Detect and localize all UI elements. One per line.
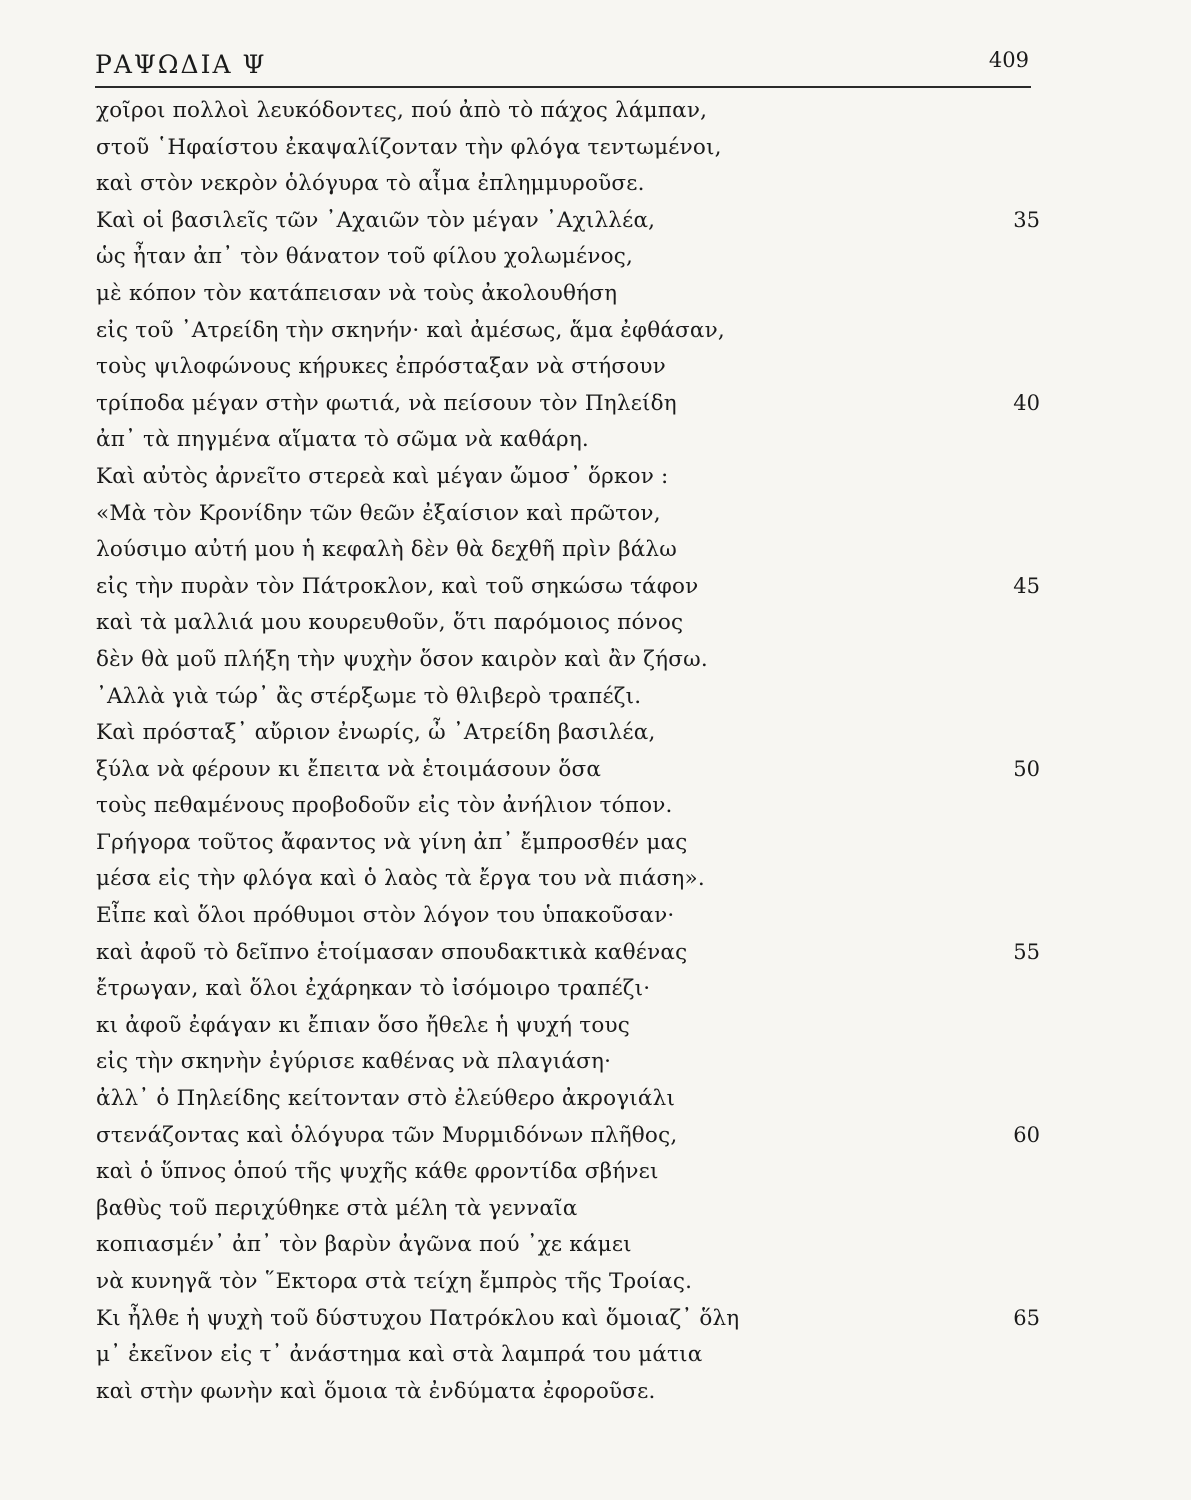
verse-line bbox=[0, 1120, 1191, 1157]
verse-text: ἔτρωγαν, καὶ ὅλοι ἐχάρηκαν τὸ ἰσόμοιρο τραπέζι· bbox=[96, 976, 651, 1002]
running-title: ΡΑΨΩΔΙΑ Ψ bbox=[95, 50, 267, 79]
verse-line bbox=[0, 571, 1191, 608]
verse-line bbox=[0, 827, 1191, 864]
verse-text: Καὶ αὐτὸς ἀρνεῖτο στερεὰ καὶ μέγαν ὤμοσ᾿ ὅρκον : bbox=[96, 463, 669, 489]
verse-text: Καὶ πρόσταξ᾿ αὔριον ἐνωρίς, ὦ ᾿Ατρείδη βασιλέα, bbox=[96, 720, 656, 746]
verse-line bbox=[0, 1303, 1191, 1340]
verse-text: μ᾿ ἐκεῖνον εἰς τ᾿ ἀνάστημα καὶ στὰ λαμπρά του μάτια bbox=[96, 1342, 703, 1368]
verse-line bbox=[0, 1010, 1191, 1047]
verse-text: εἰς τὴν πυρὰν τὸν Πάτροκλον, καὶ τοῦ σηκώσω τάφον bbox=[96, 573, 699, 599]
line-number: 45 bbox=[1013, 573, 1040, 598]
verse-line bbox=[0, 681, 1191, 718]
verse-line bbox=[0, 1046, 1191, 1083]
verse-text: Καὶ οἱ βασιλεῖς τῶν ᾿Αχαιῶν τὸν μέγαν ᾿Αχιλλέα, bbox=[96, 207, 656, 233]
verse-line bbox=[0, 790, 1191, 827]
verse-text: Εἶπε καὶ ὅλοι πρόθυμοι στὸν λόγον του ὑπακοῦσαν· bbox=[96, 903, 675, 929]
verse-line bbox=[0, 863, 1191, 900]
verse-text: δὲν θὰ μοῦ πλήξη τὴν ψυχὴν ὅσον καιρὸν καὶ ἂν ζήσω. bbox=[96, 646, 708, 672]
verse-line bbox=[0, 1339, 1191, 1376]
line-number: 55 bbox=[1013, 939, 1040, 964]
verse-text: ξύλα νὰ φέρουν κι ἔπειτα νὰ ἑτοιμάσουν ὅσα bbox=[96, 756, 602, 782]
verse-text: καὶ ἀφοῦ τὸ δεῖπνο ἑτοίμασαν σπουδακτικὰ καθένας bbox=[96, 939, 688, 965]
line-number: 40 bbox=[1013, 390, 1040, 415]
verse-line bbox=[0, 607, 1191, 644]
verse-line bbox=[0, 1266, 1191, 1303]
verse-line bbox=[0, 424, 1191, 461]
verse-text: «Μὰ τὸν Κρονίδην τῶν θεῶν ἐξαίσιον καὶ πρῶτον, bbox=[96, 500, 661, 526]
verse-line bbox=[0, 1156, 1191, 1193]
verse-line bbox=[0, 1083, 1191, 1120]
verse-line bbox=[0, 351, 1191, 388]
verse-line bbox=[0, 132, 1191, 169]
verse-text: ᾿Αλλὰ γιὰ τώρ᾿ ἂς στέρξωμε τὸ θλιβερὸ τραπέζι. bbox=[96, 683, 642, 709]
verse-text: τοὺς πεθαμένους προβοδοῦν εἰς τὸν ἀνήλιον τόπον. bbox=[96, 793, 673, 819]
line-number: 65 bbox=[1013, 1305, 1040, 1330]
verse-line bbox=[0, 1193, 1191, 1230]
verse-text: εἰς τοῦ ᾿Ατρείδη τὴν σκηνήν· καὶ ἀμέσως, ἅμα ἐφθάσαν, bbox=[96, 317, 725, 343]
verse-list bbox=[0, 95, 1191, 1412]
line-number: 35 bbox=[1013, 207, 1040, 232]
verse-text: βαθὺς τοῦ περιχύθηκε στὰ μέλη τὰ γενναῖα bbox=[96, 1195, 578, 1221]
verse-text: τρίποδα μέγαν στὴν φωτιά, νὰ πείσουν τὸν Πηλείδη bbox=[96, 390, 677, 416]
verse-line bbox=[0, 937, 1191, 974]
verse-line bbox=[0, 644, 1191, 681]
verse-line bbox=[0, 95, 1191, 132]
verse-text: χοῖροι πολλοὶ λευκόδοντες, πού ἀπὸ τὸ πάχος λάμπαν, bbox=[96, 98, 708, 123]
line-number: 50 bbox=[1013, 756, 1040, 781]
verse-text: καὶ στὴν φωνὴν καὶ ὅμοια τὰ ἐνδύματα ἐφοροῦσε. bbox=[96, 1378, 656, 1404]
verse-line bbox=[0, 1376, 1191, 1413]
verse-text: στοῦ ῾Ηφαίστου ἐκαψαλίζονταν τὴν φλόγα τεντωμένοι, bbox=[96, 134, 722, 160]
verse-text: μέσα εἰς τὴν φλόγα καὶ ὁ λαὸς τὰ ἔργα του νὰ πιάση». bbox=[96, 866, 705, 892]
page-number: 409 bbox=[988, 48, 1029, 72]
verse-line bbox=[0, 1229, 1191, 1266]
verse-line bbox=[0, 900, 1191, 937]
verse-text: μὲ κόπον τὸν κατάπεισαν νὰ τοὺς ἀκολουθήση bbox=[96, 280, 618, 306]
verse-text: καὶ τὰ μαλλιά μου κουρευθοῦν, ὅτι παρόμοιος πόνος bbox=[96, 610, 684, 636]
verse-text: κοπιασμέν᾿ ἀπ᾿ τὸν βαρὺν ἀγῶνα πού ᾿χε κάμει bbox=[96, 1232, 632, 1258]
verse-text: στενάζοντας καὶ ὁλόγυρα τῶν Μυρμιδόνων πλῆθος, bbox=[96, 1122, 678, 1148]
verse-line bbox=[0, 534, 1191, 571]
verse-line bbox=[0, 461, 1191, 498]
verse-line bbox=[0, 973, 1191, 1010]
verse-text: τοὺς ψιλοφώνους κήρυκες ἐπρόσταξαν νὰ στήσουν bbox=[96, 354, 666, 380]
verse-line bbox=[0, 717, 1191, 754]
verse-line bbox=[0, 315, 1191, 352]
verse-text: νὰ κυνηγᾶ τὸν ῞Εκτορα στὰ τείχη ἔμπρὸς τῆς Τροίας. bbox=[96, 1269, 693, 1294]
verse-line bbox=[0, 241, 1191, 278]
verse-text: Γρήγορα τοῦτος ἄφαντος νὰ γίνη ἀπ᾿ ἔμπροσθέν μας bbox=[96, 829, 688, 855]
verse-line bbox=[0, 168, 1191, 205]
verse-text: Κι ἦλθε ἡ ψυχὴ τοῦ δύστυχου Πατρόκλου καὶ ὅμοιαζ᾿ ὅλη bbox=[96, 1305, 740, 1331]
verse-line bbox=[0, 205, 1191, 242]
verse-text: λούσιμο αὐτή μου ἡ κεφαλὴ δὲν θὰ δεχθῆ πρὶν βάλω bbox=[96, 537, 677, 563]
verse-text: ἀλλ᾿ ὁ Πηλείδης κείτονταν στὸ ἐλεύθερο ἀκρογιάλι bbox=[96, 1086, 676, 1112]
line-number: 60 bbox=[1013, 1122, 1040, 1147]
verse-line bbox=[0, 754, 1191, 791]
page-header bbox=[95, 42, 1031, 88]
verse-text: ἀπ᾿ τὰ πηγμένα αἵματα τὸ σῶμα νὰ καθάρη. bbox=[96, 427, 589, 453]
verse-text: καὶ στὸν νεκρὸν ὁλόγυρα τὸ αἷμα ἐπλημμυροῦσε. bbox=[96, 171, 645, 197]
verse-line bbox=[0, 388, 1191, 425]
verse-text: εἰς τὴν σκηνὴν ἐγύρισε καθένας νὰ πλαγιάση· bbox=[96, 1049, 612, 1075]
verse-text: κι ἀφοῦ ἐφάγαν κι ἔπιαν ὅσο ἤθελε ἡ ψυχή τους bbox=[96, 1012, 631, 1038]
verse-text: καὶ ὁ ὕπνος ὁπού τῆς ψυχῆς κάθε φροντίδα σβήνει bbox=[96, 1159, 659, 1185]
verse-line bbox=[0, 498, 1191, 535]
verse-line bbox=[0, 278, 1191, 315]
verse-text: ὡς ἦταν ἀπ᾿ τὸν θάνατον τοῦ φίλου χολωμένος, bbox=[96, 244, 634, 270]
